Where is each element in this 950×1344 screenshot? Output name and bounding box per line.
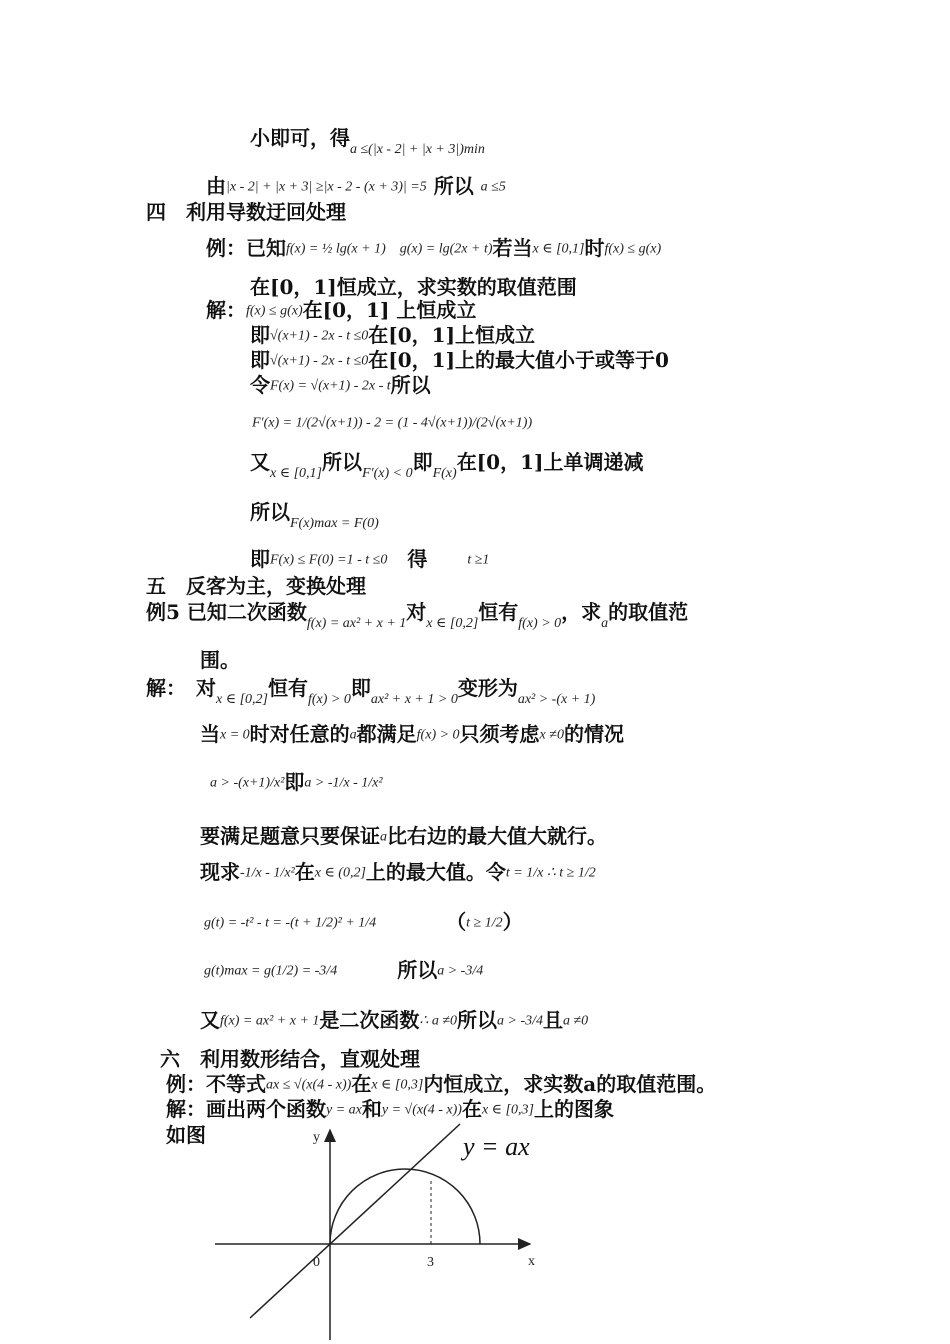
text-run: 且 [543, 1008, 563, 1032]
text-run: 当 [200, 722, 220, 746]
text-run: 即 [350, 676, 371, 700]
line-equation-label: y = ax [463, 1132, 530, 1161]
math-expression: a ≤5 [480, 179, 506, 195]
math-expression: ax ≤ √(x(4 - x)) [266, 1077, 352, 1093]
text-run: 是二次函数 [319, 1008, 420, 1032]
math-expression: F′(x) < 0 [361, 466, 413, 481]
line-y-ax [250, 1124, 460, 1318]
text-run: （ [376, 910, 467, 934]
math-expression: a ≤(|x - 2| + |x + 3|) [350, 142, 464, 157]
text-run: 由 [206, 174, 226, 198]
math-expression: x ≠0 [539, 727, 564, 743]
text-run: 在[0，1]上单调递减 [456, 450, 644, 474]
text-run: 在 [294, 860, 315, 884]
math-expression: |x - 2| + |x + 3| ≥|x - 2 - (x + 3)| =5 [226, 179, 427, 195]
text-run: 变形为 [457, 676, 518, 700]
math-expression: f(x) ≤ g(x) [246, 303, 303, 319]
text-run: 四 利用导数迂回处理 [146, 200, 346, 224]
text-run: 和 [361, 1097, 382, 1121]
text-run: 对 [406, 600, 427, 624]
text-run: 恒有 [478, 600, 519, 624]
math-expression: F(x) ≤ F(0) =1 - t ≤0 [270, 552, 388, 568]
math-expression: f(x) ≤ g(x) [604, 241, 662, 257]
math-expression: x ∈ [0,2] [426, 616, 479, 631]
text-run: 即 [284, 770, 305, 794]
math-expression: f(x) > 0 [416, 727, 460, 743]
text-run: 在 [351, 1072, 372, 1096]
text-run: 五 反客为主，变换处理 [146, 574, 366, 598]
text-run: 都满足 [356, 722, 417, 746]
text-run: 例5 已知二次函数 [146, 600, 307, 624]
text-run: 所以 [337, 958, 438, 982]
math-expression: F(x) = √(x+1) - 2x - t [270, 378, 391, 394]
text-run: 小即可，得 [250, 126, 350, 150]
math-expression: f(x) = ax² + x + 1 [220, 1013, 320, 1029]
text-run: 在[0，1]恒成立，求实数的取值范围 [250, 275, 577, 299]
text-run: 解： 对 [146, 676, 216, 700]
math-expression: a [601, 616, 609, 631]
text-run: 例：不等式 [166, 1072, 266, 1096]
math-expression: x ∈ [0,1] [532, 241, 585, 257]
text-run: 所以 [250, 500, 290, 524]
text-run: 所以 [426, 174, 481, 198]
y-axis-label: y [313, 1130, 320, 1145]
tick-label-3: 3 [427, 1255, 434, 1270]
math-expression: f(x) = ½ lg(x + 1) g(x) = lg(2x + t) [286, 241, 493, 257]
text-run: 上的图象 [533, 1097, 614, 1121]
text-run: 恒有 [267, 676, 308, 700]
text-run: 在 [461, 1097, 482, 1121]
math-expression: a > -(x+1)/x² [210, 775, 285, 791]
math-expression: a > -3/4 [437, 963, 484, 979]
text-run: 围。 [200, 648, 240, 672]
text-run: 时对任意的 [249, 722, 350, 746]
math-expression: x ∈ (0,2] [314, 865, 366, 881]
math-expression: y = √(x(4 - x)) [381, 1102, 462, 1118]
math-expression: y = ax [326, 1102, 362, 1118]
text-run: 上的最大值。令 [365, 860, 506, 884]
text-run: 得 [387, 547, 468, 571]
text-run: 六 利用数形结合，直观处理 [160, 1047, 420, 1071]
text-run: 只须考虑 [459, 722, 540, 746]
text-run: 又 [250, 450, 270, 474]
math-expression: a [380, 829, 387, 845]
text-run: 在[0，1] 上恒成立 [302, 298, 477, 322]
text-run: 令 [250, 373, 270, 397]
text-run: 即 [250, 547, 270, 571]
text-run: 所以 [457, 1008, 497, 1032]
text-run: 解：画出两个函数 [166, 1097, 326, 1121]
math-expression: ax² + x + 1 > 0 [370, 692, 458, 707]
text-run: 的情况 [563, 722, 624, 746]
math-expression: a ≠0 [563, 1013, 589, 1029]
math-expression: f(x) > 0 [307, 692, 351, 707]
math-expression: ∴ a ≠0 [419, 1013, 457, 1029]
text-run: 若当 [492, 236, 533, 260]
math-expression: x ∈ [0,1] [270, 466, 322, 481]
text-run: 的取值范 [608, 600, 689, 624]
math-expression: -1/x - 1/x² [240, 865, 295, 881]
text-run: 在[0，1]上的最大值小于或等于0 [368, 348, 669, 372]
text-run: 解： [206, 298, 246, 322]
math-expression: F(x) [432, 466, 457, 481]
math-expression: F(x)max = F(0) [290, 516, 379, 531]
text-run: 在[0，1]上恒成立 [368, 323, 536, 347]
math-expression: f(x) = ax² + x + 1 [306, 616, 407, 631]
text-run: 又 [200, 1008, 220, 1032]
text-run: ，求 [561, 600, 602, 624]
text-run: 要满足题意只要保证 [200, 824, 380, 848]
math-expression: ax² > -(x + 1) [517, 692, 596, 707]
math-expression: t = 1/x ∴ t ≥ 1/2 [505, 865, 596, 881]
math-expression: t ≥ 1/2 [466, 915, 503, 931]
text-run: 即 [250, 323, 270, 347]
text-run: 所以 [390, 373, 431, 397]
math-expression: min [463, 142, 485, 157]
text-run: 如图 [166, 1123, 206, 1147]
x-axis-label: x [528, 1254, 535, 1269]
math-expression: x ∈ [0,3] [481, 1102, 534, 1118]
math-expression: t ≥1 [467, 552, 490, 568]
text-run: 所以 [321, 450, 362, 474]
math-expression: x ∈ [0,3] [371, 1077, 424, 1093]
text-run: 时 [584, 236, 605, 260]
text-run: 比右边的最大值大就行。 [387, 824, 607, 848]
math-expression: a [349, 727, 357, 743]
math-expression: a > -1/x - 1/x² [304, 775, 383, 791]
text-run: 即 [250, 348, 270, 372]
math-expression: √(x+1) - 2x - t ≤0 [270, 328, 369, 344]
math-expression: x = 0 [220, 727, 250, 743]
text-run: 例：已知 [206, 236, 286, 260]
origin-label: 0 [313, 1255, 320, 1270]
math-expression: g(t)max = g(1/2) = -3/4 [204, 963, 338, 979]
math-expression: F′(x) = 1/(2√(x+1)) - 2 = (1 - 4√(x+1))/(2√(x+1)) [252, 415, 533, 431]
text-run: 内恒成立，求实数a的取值范围。 [423, 1072, 717, 1096]
math-expression: x ∈ [0,2] [216, 692, 268, 707]
text-run: 即 [412, 450, 433, 474]
text-run: 现求 [200, 860, 240, 884]
math-expression: a > -3/4 [497, 1013, 543, 1029]
math-expression: g(t) = -t² - t = -(t + 1/2)² + 1/4 [204, 915, 377, 931]
math-expression: f(x) > 0 [518, 616, 562, 631]
semicircle-curve [330, 1169, 480, 1244]
text-run: ） [502, 910, 523, 934]
math-expression: √(x+1) - 2x - t ≤0 [270, 353, 369, 369]
